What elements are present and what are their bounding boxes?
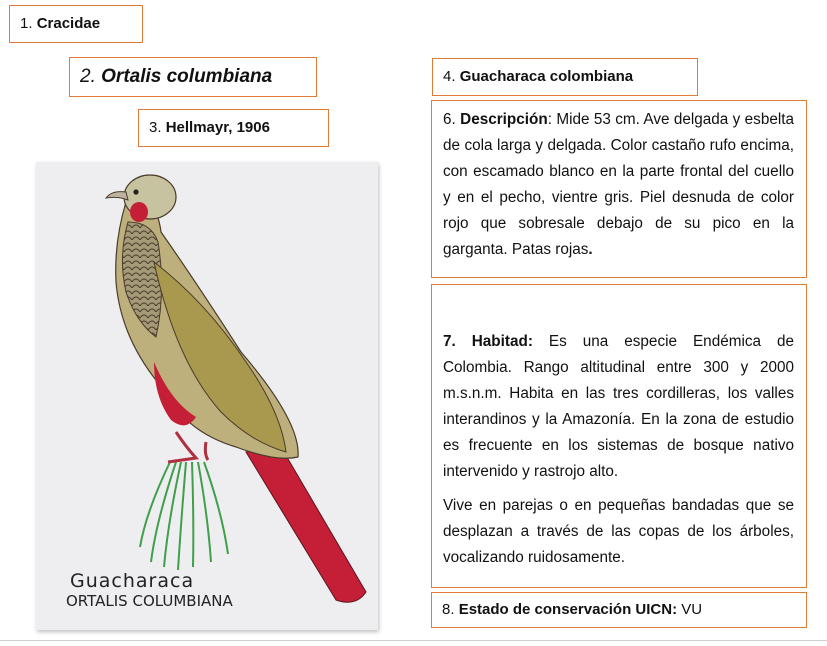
bird-beak — [106, 192, 128, 200]
conservation-heading: Estado de conservación UICN: — [458, 601, 678, 618]
author-label-box — [138, 109, 329, 147]
conservation-number: 8. — [442, 601, 455, 618]
bottom-divider — [0, 640, 827, 641]
habitat-number: 7. — [443, 333, 456, 350]
bird-eye — [133, 189, 138, 194]
habitat-behavior-paragraph: Vive en parejas o en pequeñas bandadas que se desplazan a través de las copas de los árboles, vocalizando ruidosamente. — [443, 497, 794, 566]
common-name-box — [432, 58, 698, 96]
habitat-text: Es una especie Endémica de Colombia. Rango altitudinal entre 300 y 2000 m.s.n.m. Habita en las tres cordilleras, los valles interandinos y la Amazonía. En la zona de estudio es frecuente en los sistemas de bosque nativo intervenido y rastrojo alto. — [443, 333, 794, 480]
author-name: Hellmayr, 1906 — [165, 119, 270, 136]
conservation-status-box — [431, 592, 807, 628]
description-box — [431, 100, 807, 278]
species-name: Ortalis columbiana — [101, 66, 273, 87]
conservation-value: VU — [681, 601, 703, 618]
bird-throat — [130, 202, 148, 222]
description-text: : Mide 53 cm. Ave delgada y esbelta de cola larga y delgada. Color castaño rufo encima, con escamado blanco en la parte frontal del cuello y en el pecho, vientre gris. Piel desnuda de color rojo que sobresale debajo de su pico en la garganta. Patas rojas — [443, 111, 795, 258]
drawing-caption-line1: Guacharaca — [70, 570, 195, 592]
description-heading: Descripción — [460, 111, 548, 128]
habitat-heading: Habitad: — [471, 333, 533, 350]
species-number: 2. — [80, 66, 96, 87]
description-end: . — [588, 241, 593, 258]
common-name: Guacharaca colombiana — [459, 68, 634, 85]
drawing-caption-line2: ORTALIS COLUMBIANA — [66, 592, 233, 610]
description-paragraph — [443, 107, 794, 263]
bird-tail — [246, 447, 366, 602]
habitat-paragraph — [443, 329, 794, 485]
bird-legs — [168, 432, 208, 462]
family-name: Cracidae — [36, 15, 101, 32]
description-number: 6. — [443, 111, 456, 128]
author-number: 3. — [149, 119, 162, 136]
family-label-box — [9, 5, 143, 43]
bird-drawing — [36, 162, 378, 630]
habitat-box — [431, 284, 807, 588]
bird-illustration — [36, 162, 378, 630]
family-number: 1. — [20, 15, 33, 32]
grass-perch — [140, 462, 228, 570]
common-name-number: 4. — [443, 68, 456, 85]
species-label-box — [69, 57, 317, 97]
